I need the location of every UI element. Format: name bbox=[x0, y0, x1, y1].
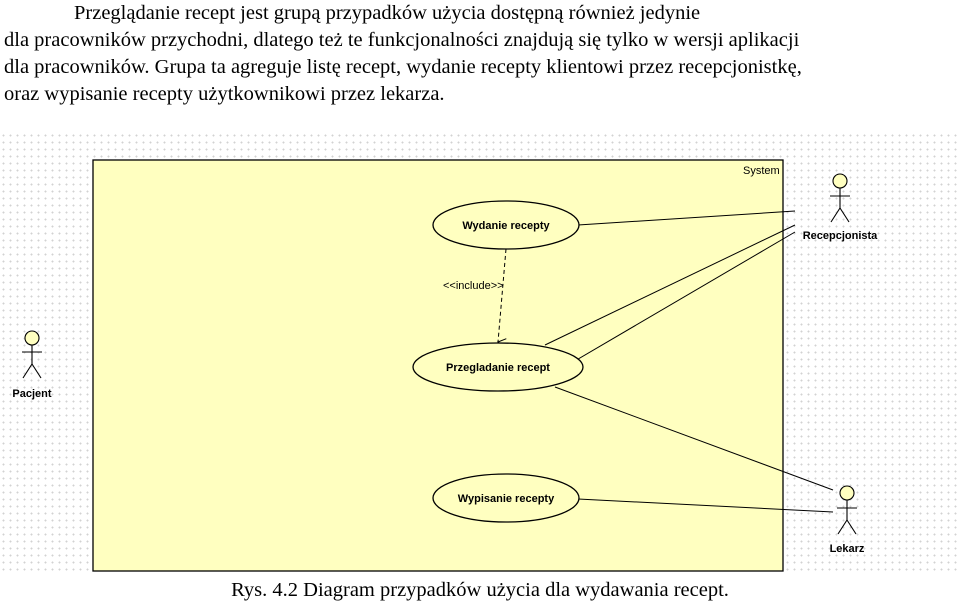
include-label: <<include>> bbox=[443, 280, 504, 292]
actor-label-recepcjonista: Recepcjonista bbox=[802, 230, 878, 242]
use-case-wypisanie-recepty[interactable] bbox=[433, 474, 579, 522]
use-case-label: Przegladanie recept bbox=[446, 362, 550, 374]
use-case-diagram bbox=[0, 132, 960, 572]
use-case-label: Wypisanie recepty bbox=[457, 493, 555, 505]
actor-label-lekarz: Lekarz bbox=[829, 543, 865, 555]
paragraph-line: oraz wypisanie recepty użytkownikowi przez lekarza. bbox=[4, 83, 445, 105]
use-case-wydanie-recepty[interactable] bbox=[433, 201, 579, 249]
use-case-label: Wydanie recepty bbox=[462, 220, 550, 232]
paragraph-line: dla pracowników przychodni, dlatego też te funkcjonalności znajdują się tylko w wersji aplikacji bbox=[4, 29, 800, 51]
system-label: System bbox=[743, 165, 780, 177]
figure-caption: Rys. 4.2 Diagram przypadków użycia dla wydawania recept. bbox=[231, 579, 729, 601]
actor-recepcjonista[interactable] bbox=[830, 174, 850, 222]
diagram-canvas bbox=[0, 132, 960, 572]
use-case-przegladanie-recept[interactable] bbox=[413, 343, 583, 391]
body-paragraph bbox=[4, 0, 956, 108]
actor-lekarz[interactable] bbox=[837, 486, 857, 534]
paragraph-line: Przeglądanie recept jest grupą przypadków użycia dostępną również jedynie bbox=[74, 2, 701, 24]
actor-pacjent[interactable] bbox=[22, 331, 42, 378]
paragraph-line: dla pracowników. Grupa ta agreguje listę recept, wydanie recepty klientowi przez recepcjonistkę, bbox=[4, 56, 802, 78]
actor-label-pacjent: Pacjent bbox=[12, 388, 52, 400]
